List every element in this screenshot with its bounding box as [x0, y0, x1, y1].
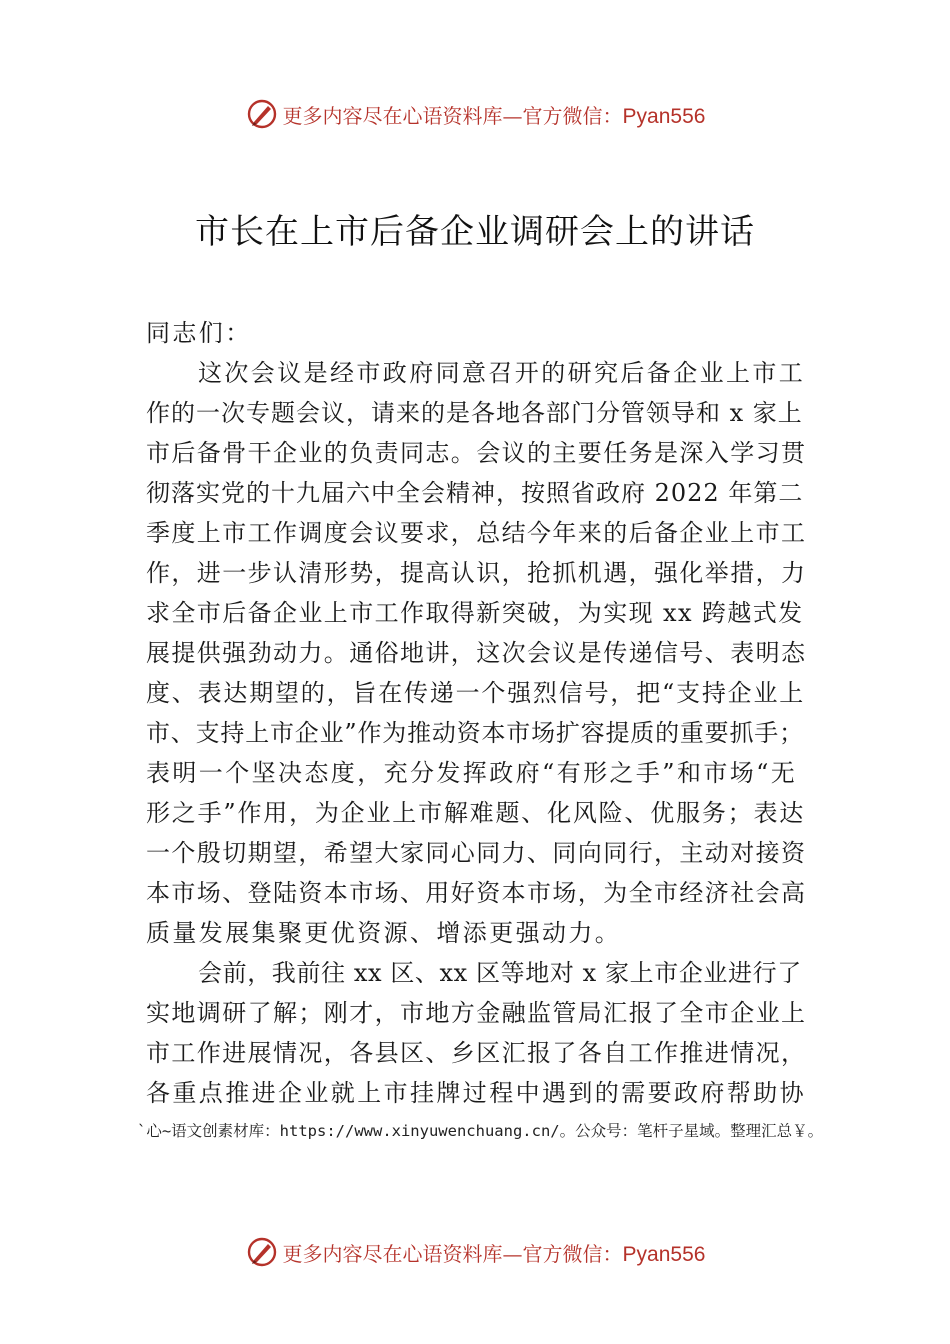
- text-line: 一个殷切期望，希望大家同心同力、同向同行，主动对接资: [146, 839, 807, 867]
- text-line: 质量发展集聚更优资源、增添更强动力。: [146, 919, 622, 947]
- text-line: 市工作进展情况，各县区、乡区汇报了各自工作推进情况，: [146, 1039, 807, 1067]
- text-line: 度、表达期望的，旨在传递一个强烈信号，把“支持企业上: [146, 679, 806, 707]
- text-line: 求全市后备企业上市工作取得新突破，为实现 xx 跨越式发: [146, 599, 804, 627]
- text-line: 作的一次专题会议，请来的是各地各部门分管领导和 x 家上: [146, 399, 803, 427]
- pen-logo-icon: [245, 97, 279, 131]
- wechat-id: Pyan556: [622, 1242, 706, 1266]
- text-line: 季度上市工作调度会议要求，总结今年来的后备企业上市工: [146, 519, 807, 547]
- text-line: 市、支持上市企业”作为推动资本市场扩容提质的重要抓手；: [146, 719, 804, 747]
- text-line: 展提供强劲动力。通俗地讲，这次会议是传递信号、表明态: [146, 639, 807, 667]
- text-line: 表明一个坚决态度，充分发挥政府“有形之手”和市场“无: [146, 759, 798, 787]
- text-line: 市后备骨干企业的负责同志。会议的主要任务是深入学习贯: [146, 439, 807, 467]
- footer-banner: [0, 1232, 950, 1272]
- salutation: 同志们：: [146, 319, 252, 347]
- pen-logo-icon: [245, 1235, 279, 1269]
- document-body: [146, 313, 806, 1113]
- text-line: 本市场、登陆资本市场、用好资本市场，为全市经济社会高: [146, 879, 807, 907]
- text-line: 彻落实党的十九届六中全会精神，按照省政府 2022 年第二: [146, 479, 804, 507]
- page-title: 市长在上市后备企业调研会上的讲话: [195, 212, 755, 252]
- wechat-id: Pyan556: [622, 104, 706, 128]
- text-line: 各重点推进企业就上市挂牌过程中遇到的需要政府帮助协: [146, 1079, 806, 1107]
- text-line: 作，进一步认清形势，提高认识，抢抓机遇，强化举措，力: [146, 559, 807, 587]
- text-line: 形之手”作用，为企业上市解难题、化风险、优服务；表达: [146, 799, 806, 827]
- text-line: 实地调研了解；刚才，市地方金融监管局汇报了全市企业上: [146, 999, 807, 1027]
- source-footnote: `心~语文创素材库：https://www.xinyuwenchuang.cn/。公众号：笔杆子星域。整理汇总￥。: [137, 1122, 824, 1140]
- banner-text: 更多内容尽在心语资料库—官方微信：Pyan556: [282, 103, 706, 128]
- banner-text: 更多内容尽在心语资料库—官方微信：Pyan556: [282, 1241, 706, 1266]
- text-line: 会前，我前往 xx 区、xx 区等地对 x 家上市企业进行了: [198, 959, 802, 987]
- header-banner: [0, 94, 950, 134]
- text-line: 这次会议是经市政府同意召开的研究后备企业上市工: [198, 359, 806, 387]
